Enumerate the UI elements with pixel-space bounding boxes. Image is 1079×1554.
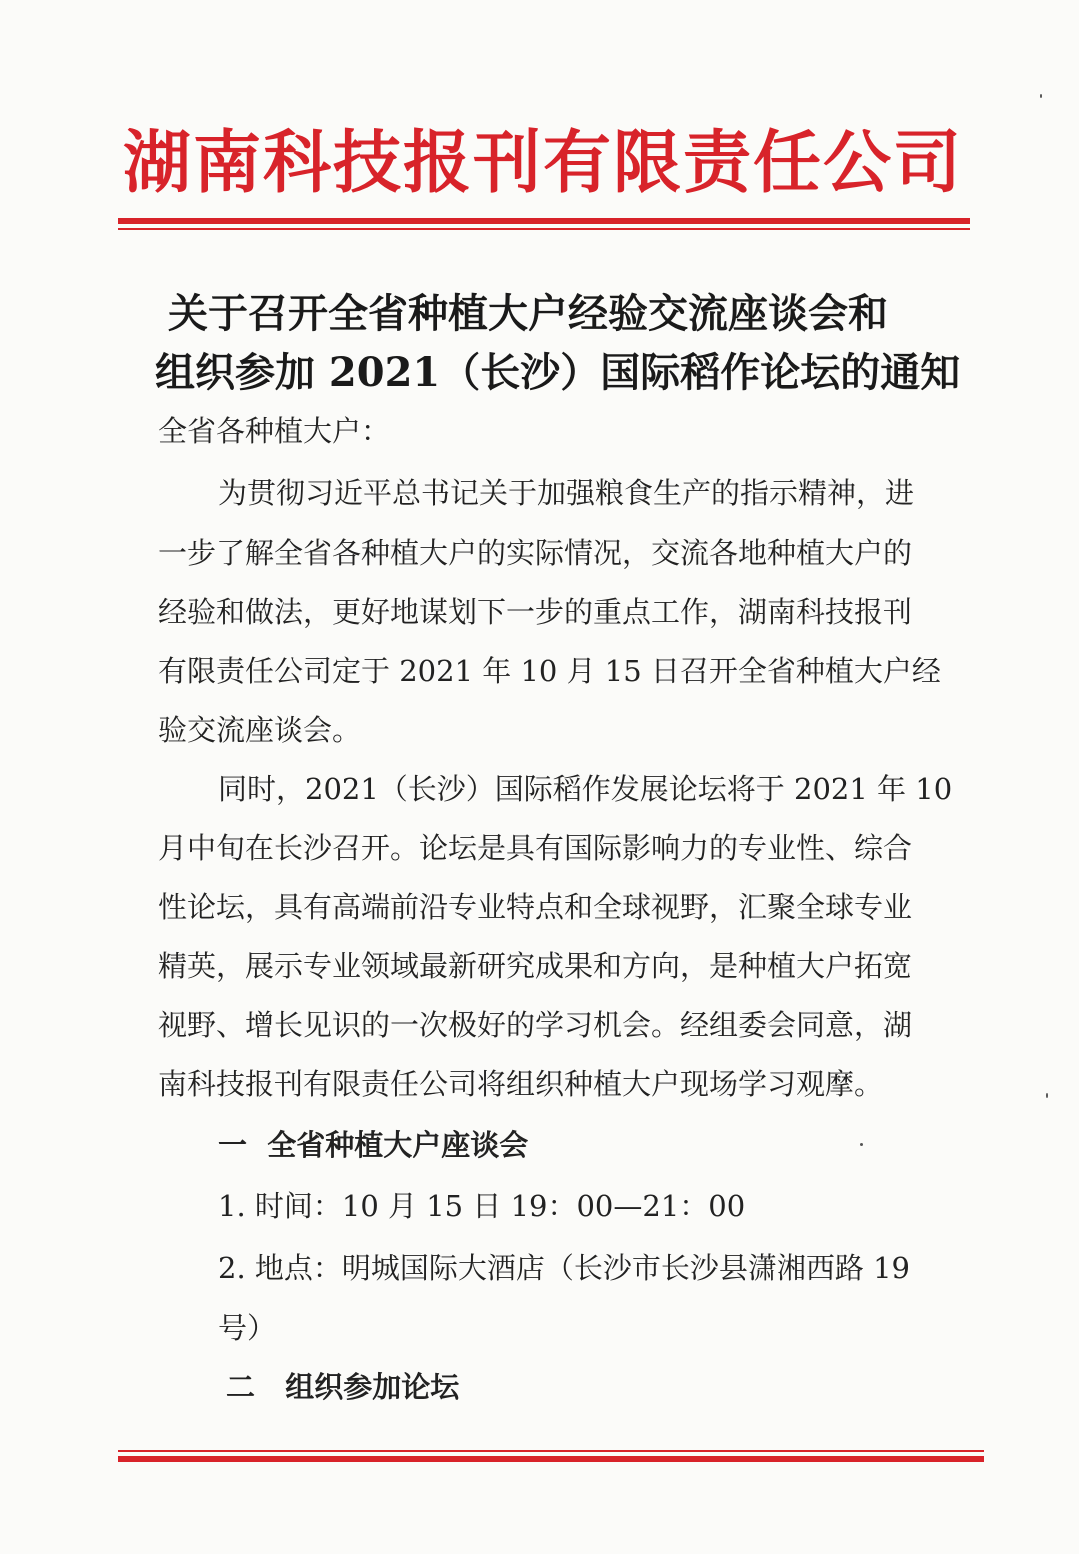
section-1-place-line-1: 2. 地点：明城国际大酒店（长沙市长沙县潇湘西路 19 (218, 1251, 911, 1285)
section-1-heading: 一 全省种植大户座谈会 (218, 1128, 529, 1162)
header-red-rule (118, 218, 970, 230)
paragraph-2-line-5: 视野、增长见识的一次极好的学习机会。经组委会同意，湖 (158, 1008, 913, 1042)
paragraph-2-line-2: 月中旬在长沙召开。论坛是具有国际影响力的专业性、综合 (158, 831, 913, 865)
salutation: 全省各种植大户： (158, 414, 391, 448)
section-1-time: 1. 时间：10 月 15 日 19：00—21：00 (218, 1189, 746, 1223)
paragraph-1-line-4: 有限责任公司定于 2021 年 10 月 15 日召开全省种植大户经 (158, 654, 941, 688)
paragraph-1-line-1: 为贯彻习近平总书记关于加强粮食生产的指示精神，进 (218, 476, 915, 510)
document-title-line-2: 组织参加 2021（长沙）国际稻作论坛的通知 (155, 349, 961, 396)
paragraph-1-line-3: 经验和做法，更好地谋划下一步的重点工作，湖南科技报刊 (158, 595, 913, 629)
paragraph-1-line-5: 验交流座谈会。 (158, 713, 362, 747)
section-1-place-line-2: 号） (218, 1311, 277, 1345)
paragraph-2-line-6: 南科技报刊有限责任公司将组织种植大户现场学习观摩。 (158, 1067, 884, 1101)
scan-speck (1046, 1093, 1048, 1098)
footer-red-rule (118, 1450, 984, 1462)
paragraph-1-line-2: 一步了解全省各种植大户的实际情况，交流各地种植大户的 (158, 536, 913, 570)
scan-speck (860, 1143, 863, 1146)
paragraph-2-line-4: 精英，展示专业领域最新研究成果和方向，是种植大户拓宽 (158, 949, 913, 983)
document-title-line-1: 关于召开全省种植大户经验交流座谈会和 (168, 290, 888, 337)
organization-letterhead: 湖南科技报刊有限责任公司 (122, 123, 963, 203)
scan-speck (1040, 94, 1042, 98)
section-2-heading: 二 组织参加论坛 (226, 1370, 460, 1404)
paragraph-2-line-1: 同时，2021（长沙）国际稻作发展论坛将于 2021 年 10 (218, 772, 953, 806)
paragraph-2-line-3: 性论坛，具有高端前沿专业特点和全球视野，汇聚全球专业 (158, 890, 913, 924)
